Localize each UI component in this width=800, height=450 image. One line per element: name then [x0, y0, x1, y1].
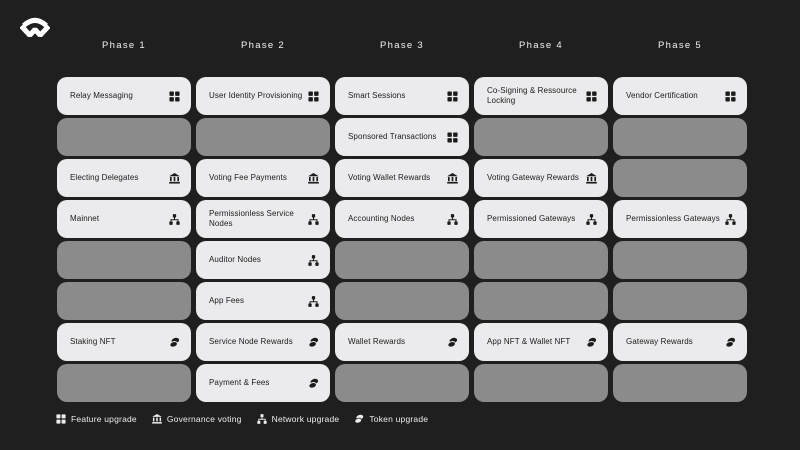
card-app-fees	[196, 282, 330, 320]
card-label: Auditor Nodes	[209, 255, 261, 264]
empty-card	[613, 364, 747, 402]
governance-voting-icon	[447, 173, 458, 184]
empty-card	[613, 159, 747, 197]
phase-4-column	[474, 77, 608, 402]
card-label: Permissioned Gateways	[487, 214, 576, 223]
card-label: Voting Fee Payments	[209, 173, 287, 182]
card-payment-and-fees	[196, 364, 330, 402]
feature-upgrade-icon	[308, 91, 319, 102]
empty-card	[335, 241, 469, 279]
card-service-node-rewards	[196, 323, 330, 361]
legend-label: Network upgrade	[271, 414, 340, 424]
card-label: Vendor Certification	[626, 91, 698, 100]
empty-card	[196, 118, 330, 156]
governance-voting-icon	[586, 173, 597, 184]
card-label: Voting Wallet Rewards	[348, 173, 431, 182]
card-label: Service Node Rewards	[209, 337, 293, 346]
phase-header-4: Phase 4	[519, 40, 563, 51]
card-user-identity-provisioning	[196, 77, 330, 115]
walletconnect-logo-icon	[20, 13, 50, 40]
card-label: Relay Messaging	[70, 91, 133, 100]
empty-card	[613, 282, 747, 320]
card-label: Permissionless Service Nodes	[209, 209, 294, 228]
card-label: App Fees	[209, 296, 245, 305]
governance-voting-icon	[308, 173, 319, 184]
empty-card	[613, 118, 747, 156]
card-label: Gateway Rewards	[626, 337, 693, 346]
phase-5-column	[613, 77, 747, 402]
card-wallet-rewards	[335, 323, 469, 361]
phase-header-2: Phase 2	[241, 40, 285, 51]
card-vendor-certification	[613, 77, 747, 115]
roadmap-grid	[57, 77, 747, 402]
feature-upgrade-icon	[447, 132, 458, 143]
card-mainnet	[57, 200, 191, 238]
card-permissioned-gateways	[474, 200, 608, 238]
empty-card	[57, 282, 191, 320]
network-upgrade-icon	[308, 296, 319, 307]
phase-1-column	[57, 77, 191, 402]
card-gateway-rewards	[613, 323, 747, 361]
card-sponsored-transactions	[335, 118, 469, 156]
token-upgrade-icon	[586, 337, 597, 348]
empty-card	[57, 241, 191, 279]
network-upgrade-icon	[725, 214, 736, 225]
phase-header-3: Phase 3	[380, 40, 424, 51]
empty-card	[474, 118, 608, 156]
card-label: Staking NFT	[70, 337, 116, 346]
phase-3-column	[335, 77, 469, 402]
card-voting-fee-payments	[196, 159, 330, 197]
card-permissionless-service-nodes	[196, 200, 330, 238]
empty-card	[474, 241, 608, 279]
network-upgrade-icon	[257, 414, 267, 424]
token-upgrade-icon	[169, 337, 180, 348]
card-label: Co-Signing & Ressource Locking	[487, 86, 577, 105]
card-label: App NFT & Wallet NFT	[487, 337, 571, 346]
feature-upgrade-icon	[169, 91, 180, 102]
empty-card	[57, 364, 191, 402]
legend-label: Governance voting	[166, 414, 242, 424]
card-label: Permissionless Gateways	[626, 214, 720, 223]
card-label: Payment & Fees	[209, 378, 270, 387]
card-label: Accounting Nodes	[348, 214, 415, 223]
network-upgrade-icon	[447, 214, 458, 225]
empty-card	[335, 282, 469, 320]
phase-2-column	[196, 77, 330, 402]
phase-header-row	[57, 40, 747, 51]
empty-card	[57, 118, 191, 156]
empty-card	[474, 282, 608, 320]
card-label: Wallet Rewards	[348, 337, 406, 346]
card-label: Electing Delegates	[70, 173, 139, 182]
empty-card	[613, 241, 747, 279]
token-upgrade-icon	[354, 414, 364, 424]
card-electing-delegates	[57, 159, 191, 197]
card-app-nft-wallet-nft	[474, 323, 608, 361]
card-accounting-nodes	[335, 200, 469, 238]
card-smart-sessions	[335, 77, 469, 115]
legend-label: Feature upgrade	[71, 414, 137, 424]
network-upgrade-icon	[308, 255, 319, 266]
phase-header-1: Phase 1	[102, 40, 146, 51]
card-label: Voting Gateway Rewards	[487, 173, 580, 182]
card-label: User Identity Provisioning	[209, 91, 303, 100]
card-auditor-nodes	[196, 241, 330, 279]
legend-feature-upgrade	[56, 414, 137, 424]
card-relay-messaging	[57, 77, 191, 115]
governance-voting-icon	[169, 173, 180, 184]
phase-header-5: Phase 5	[658, 40, 702, 51]
card-label: Sponsored Transactions	[348, 132, 437, 141]
network-upgrade-icon	[169, 214, 180, 225]
legend	[56, 414, 428, 424]
card-cosigning-ressource-locking	[474, 77, 608, 115]
feature-upgrade-icon	[56, 414, 66, 424]
card-label: Smart Sessions	[348, 91, 406, 100]
card-voting-wallet-rewards	[335, 159, 469, 197]
token-upgrade-icon	[308, 337, 319, 348]
token-upgrade-icon	[447, 337, 458, 348]
card-permissionless-gateways	[613, 200, 747, 238]
legend-token-upgrade	[354, 414, 428, 424]
feature-upgrade-icon	[447, 91, 458, 102]
feature-upgrade-icon	[586, 91, 597, 102]
legend-network-upgrade	[257, 414, 340, 424]
legend-label: Token upgrade	[369, 414, 429, 424]
token-upgrade-icon	[725, 337, 736, 348]
legend-governance-voting	[152, 414, 242, 424]
token-upgrade-icon	[308, 378, 319, 389]
empty-card	[335, 364, 469, 402]
card-label: Mainnet	[70, 214, 100, 223]
governance-voting-icon	[152, 414, 162, 424]
card-voting-gateway-rewards	[474, 159, 608, 197]
network-upgrade-icon	[308, 214, 319, 225]
card-staking-nft	[57, 323, 191, 361]
network-upgrade-icon	[586, 214, 597, 225]
empty-card	[474, 364, 608, 402]
feature-upgrade-icon	[725, 91, 736, 102]
